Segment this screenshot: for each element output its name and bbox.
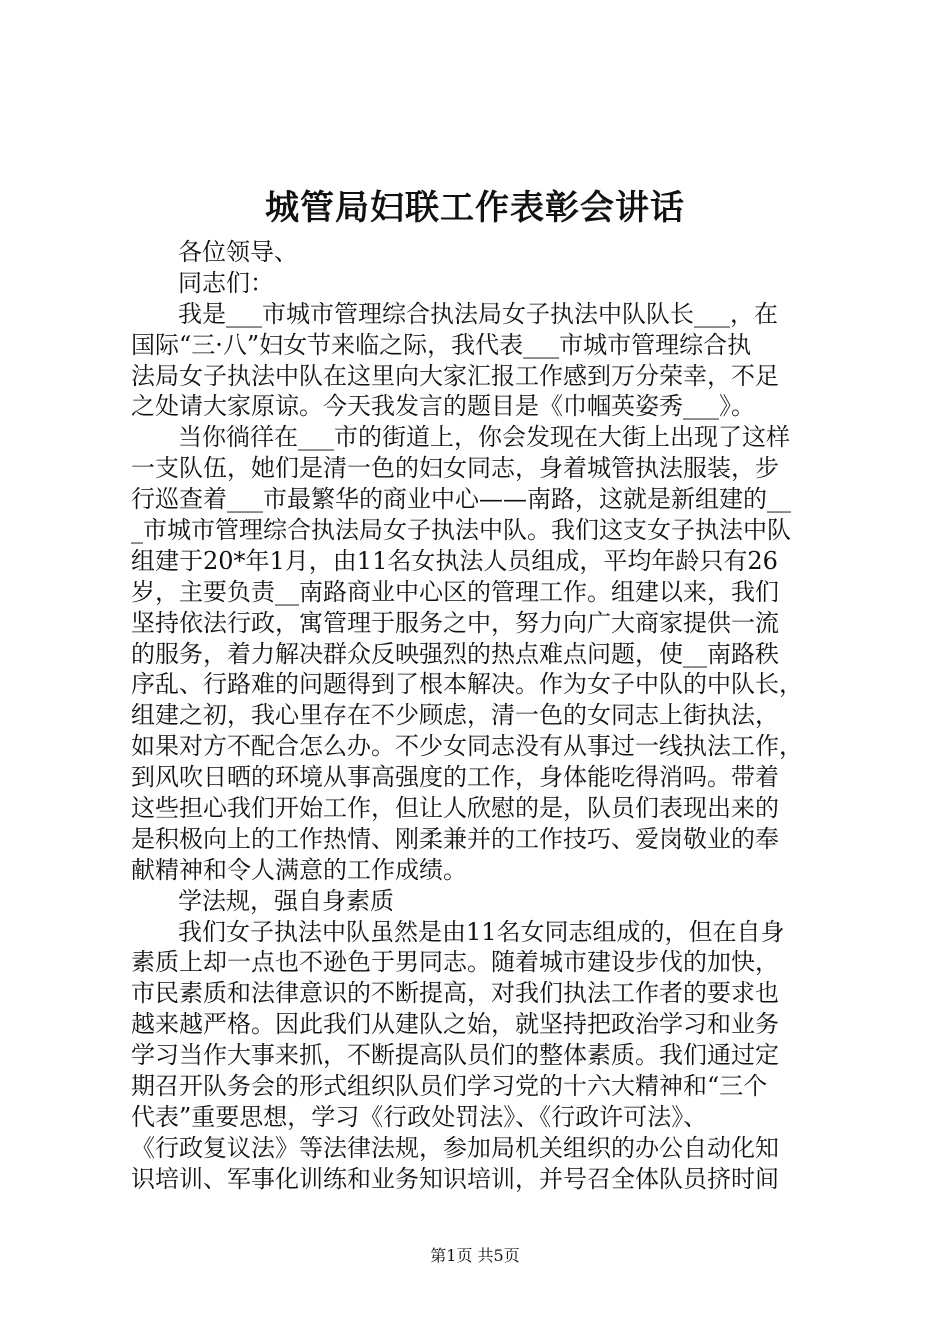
document-title: 城管局妇联工作表彰会讲话 bbox=[265, 188, 685, 228]
text-line: 之处请大家原谅。今天我发言的题目是《巾帼英姿秀___》。 bbox=[131, 392, 755, 421]
text-line: 到风吹日晒的环境从事高强度的工作，身体能吃得消吗。带着 bbox=[131, 763, 779, 792]
text-line: 国际“三·八”妇女节来临之际，我代表___市城市管理综合执 bbox=[131, 330, 752, 359]
text-line: 一支队伍，她们是清一色的妇女同志，身着城管执法服装，步 bbox=[131, 454, 779, 483]
text-line: 越来越严格。因此我们从建队之始，就坚持把政治学习和业务 bbox=[131, 1010, 779, 1039]
text-line: 献精神和令人满意的工作成绩。 bbox=[131, 855, 467, 884]
text-line: 行巡查着___市最繁华的商业中心——南路，这就是新组建的__ bbox=[131, 485, 791, 514]
page-footer: 第1页 共5页 bbox=[430, 1246, 520, 1265]
text-line: 岁，主要负责__南路商业中心区的管理工作。组建以来，我们 bbox=[131, 577, 779, 606]
text-line: 组建于20*年1月，由11名女执法人员组成，平均年龄只有26 bbox=[131, 546, 778, 575]
text-line: 《行政复议法》等法律法规，参加局机关组织的办公自动化知 bbox=[131, 1133, 779, 1162]
text-line: 是积极向上的工作热情、刚柔兼并的工作技巧、爱岗敬业的奉 bbox=[131, 824, 779, 853]
text-line: 的服务，着力解决群众反映强烈的热点难点问题，使__南路秩 bbox=[131, 639, 779, 668]
text-line: 同志们： bbox=[178, 268, 274, 297]
text-line: 序乱、行路难的问题得到了根本解决。作为女子中队的中队长， bbox=[131, 670, 803, 699]
text-line: 我们女子执法中队虽然是由11名女同志组成的，但在自身 bbox=[178, 917, 785, 946]
text-line: 市民素质和法律意识的不断提高，对我们执法工作者的要求也 bbox=[131, 979, 779, 1008]
text-line: 当你徜徉在___市的街道上，你会发现在大街上出现了这样 bbox=[178, 423, 790, 452]
text-line: 学习当作大事来抓，不断提高队员们的整体素质。我们通过定 bbox=[131, 1041, 779, 1070]
text-line: 素质上却一点也不逊色于男同志。随着城市建设步伐的加快， bbox=[131, 948, 779, 977]
text-line: 这些担心我们开始工作，但让人欣慰的是，队员们表现出来的 bbox=[131, 794, 779, 823]
text-line: 各位领导、 bbox=[178, 238, 298, 266]
text-line: 期召开队务会的形式组织队员们学习党的十六大精神和“三个 bbox=[131, 1072, 768, 1101]
text-line: 法局女子执法中队在这里向大家汇报工作感到万分荣幸，不足 bbox=[131, 361, 779, 390]
text-line: 学法规，强自身素质 bbox=[178, 886, 394, 915]
text-line: 识培训、军事化训练和业务知识培训，并号召全体队员挤时间 bbox=[131, 1164, 779, 1193]
text-line: 我是___市城市管理综合执法局女子执法中队队长___，在 bbox=[178, 299, 778, 328]
text-line: 组建之初，我心里存在不少顾虑，清一色的女同志上街执法， bbox=[131, 701, 779, 730]
text-line: _市城市管理综合执法局女子执法中队。我们这支女子执法中队 bbox=[131, 516, 791, 545]
text-line: 坚持依法行政，寓管理于服务之中，努力向广大商家提供一流 bbox=[131, 608, 779, 637]
document-body bbox=[131, 237, 851, 1195]
text-line: 如果对方不配合怎么办。不少女同志没有从事过一线执法工作， bbox=[131, 732, 803, 761]
text-line: 代表”重要思想，学习《行政处罚法》、《行政许可法》、 bbox=[131, 1102, 708, 1131]
